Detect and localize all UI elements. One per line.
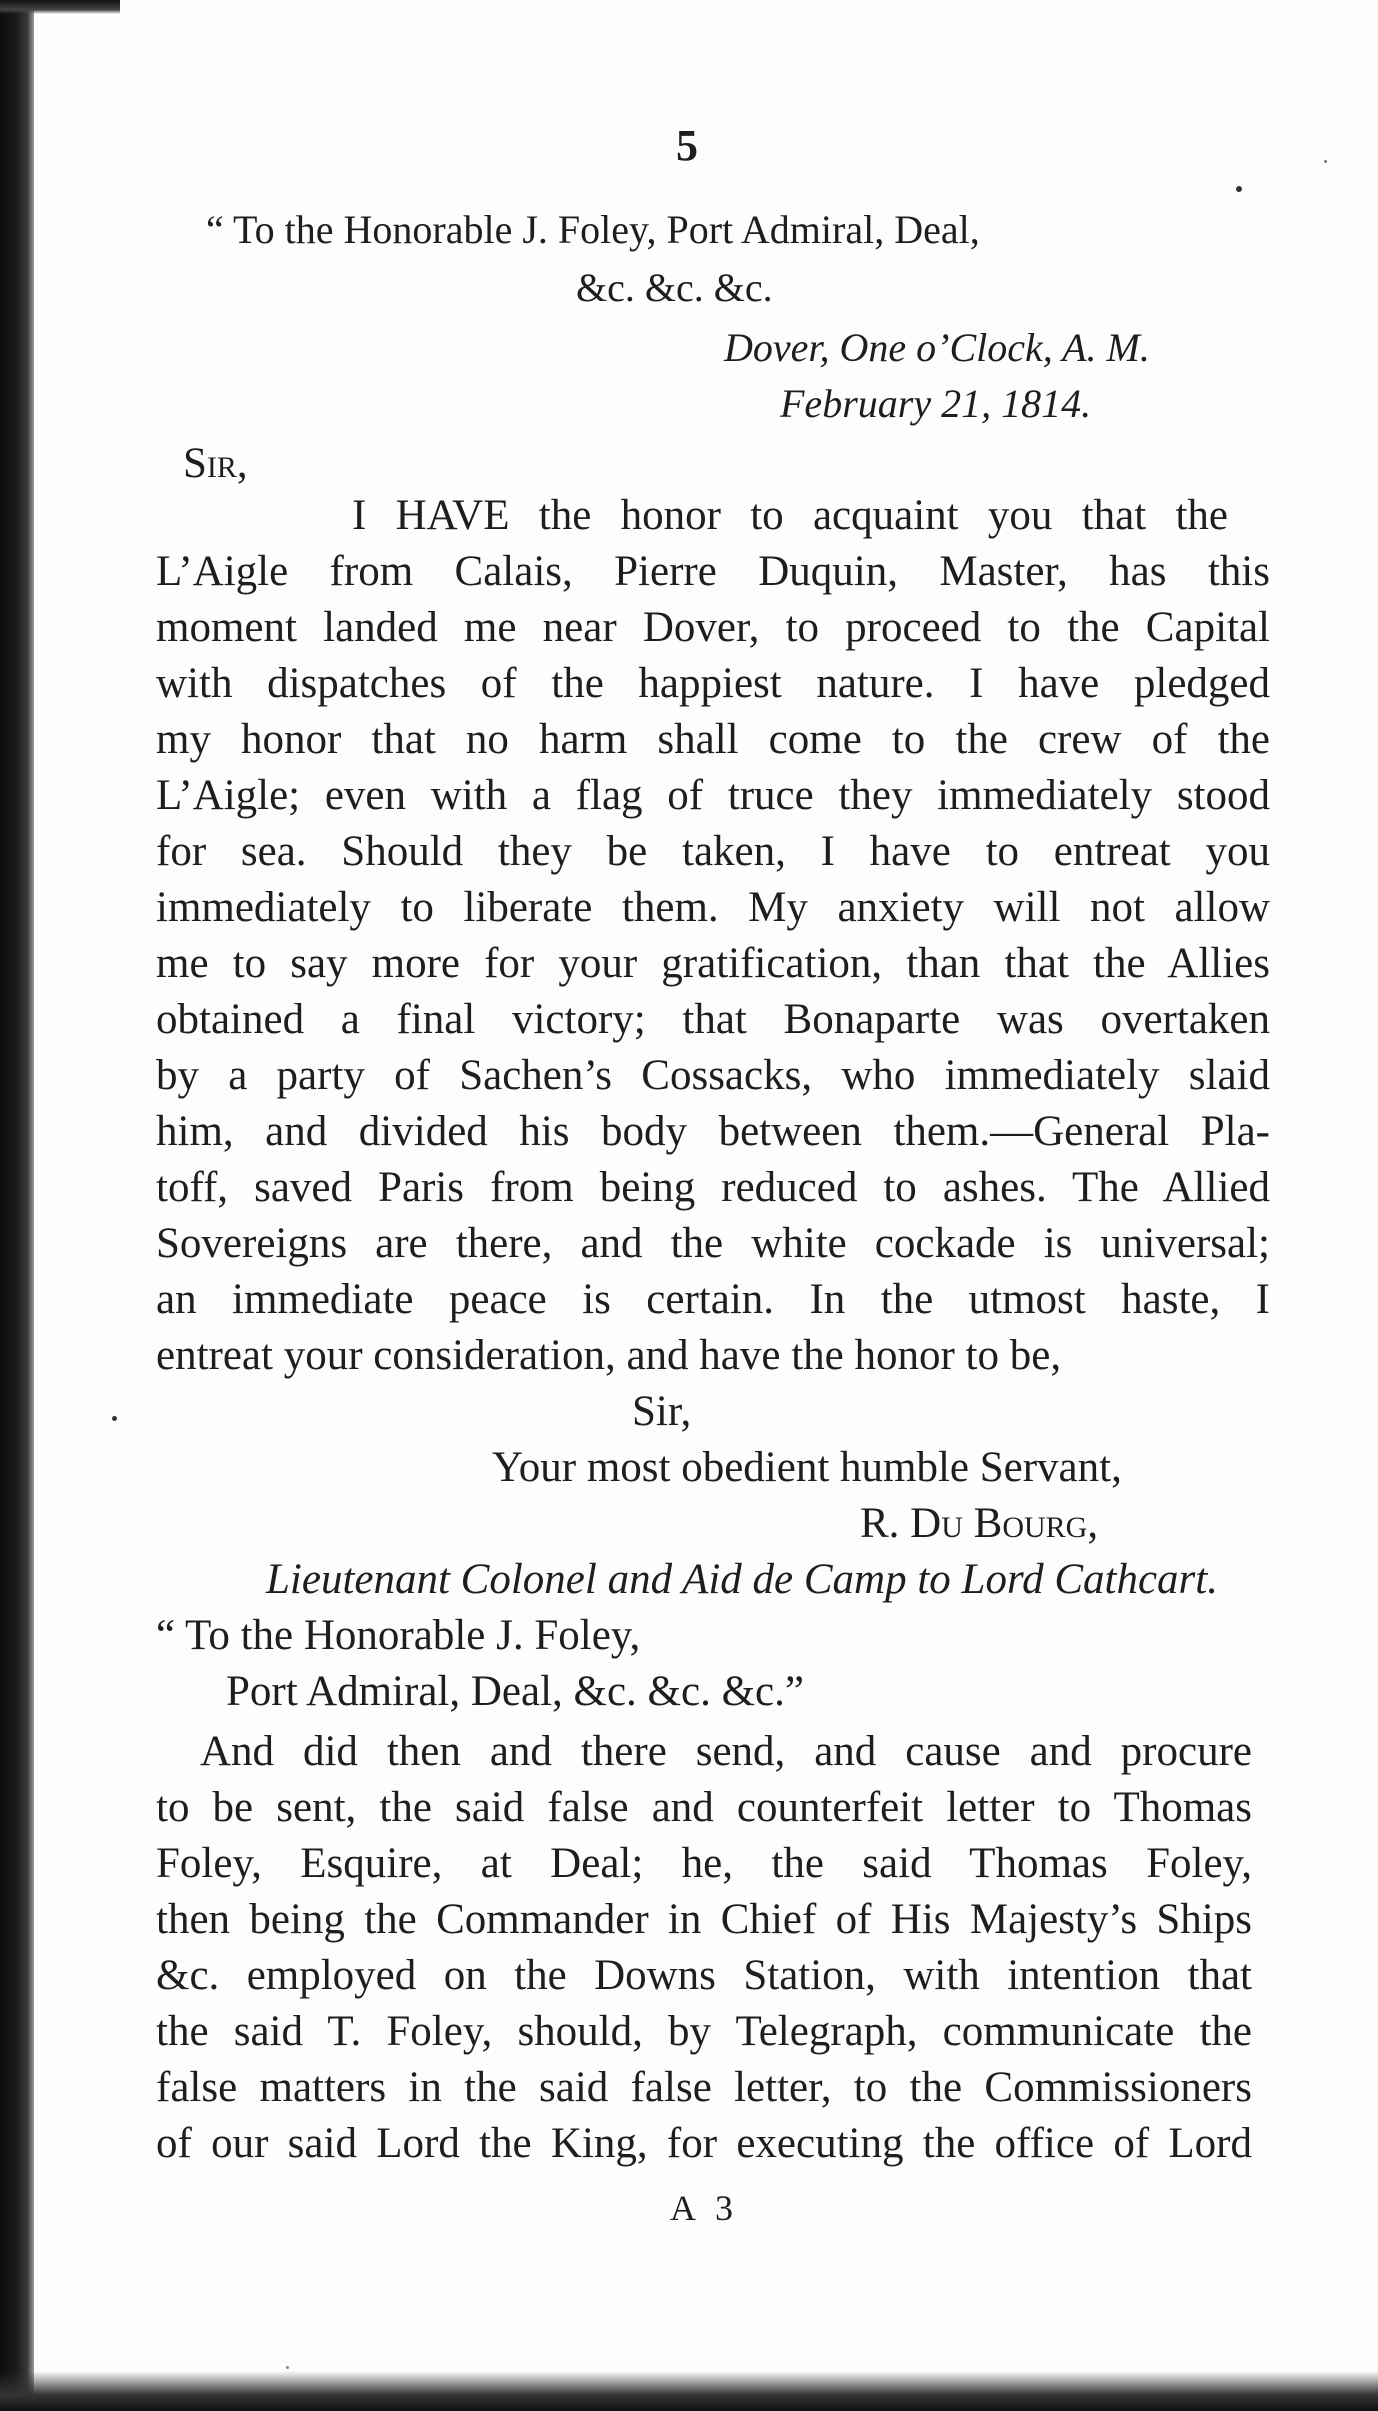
- page-top-edge: [0, 0, 120, 14]
- letter-body-line: L’Aigle from Calais, Pierre Duquin, Master, has this: [156, 548, 1270, 595]
- letter-signatory-title: Lieutenant Colonel and Aid de Camp to Lord Cathcart.: [266, 1556, 1218, 1603]
- letter-closing-sir: Sir,: [632, 1388, 692, 1435]
- page-bottom-edge: [0, 2371, 1378, 2411]
- narrative-line: then being the Commander in Chief of His Majesty’s Ships: [156, 1896, 1252, 1943]
- ink-speck: [1236, 186, 1242, 192]
- letter-address-line-1: “ To the Honorable J. Foley, Port Admiral, Deal,: [206, 207, 980, 252]
- narrative-line: of our said Lord the King, for executing the office of Lord: [156, 2120, 1252, 2167]
- narrative-line: false matters in the said false letter, to the Commissioners: [156, 2064, 1252, 2111]
- letter-body-line: for sea. Should they be taken, I have to entreat you: [156, 828, 1270, 875]
- letter-body-line: me to say more for your gratification, than that the Allies: [156, 940, 1270, 987]
- letter-place-time: Dover, One o’Clock, A. M.: [724, 325, 1150, 370]
- letter-body-line: toff, saved Paris from being reduced to ashes. The Allied: [156, 1164, 1270, 1211]
- narrative-line: the said T. Foley, should, by Telegraph, communicate the: [156, 2008, 1252, 2055]
- letter-body-line: L’Aigle; even with a flag of truce they immediately stood: [156, 772, 1270, 819]
- ink-speck: [112, 1416, 117, 1421]
- letter-body-line: entreat your consideration, and have the honor to be,: [156, 1332, 1062, 1379]
- letter-body-line: by a party of Sachen’s Cossacks, who immediately slaid: [156, 1052, 1270, 1099]
- letter-body-line: I HAVE the honor to acquaint you that the: [352, 492, 1228, 539]
- letter-salutation: Sir,: [183, 440, 248, 487]
- letter-body-line: with dispatches of the happiest nature. I have pledged: [156, 660, 1270, 707]
- ink-speck: [1324, 160, 1327, 163]
- letter-body-line: Sovereigns are there, and the white cockade is universal;: [156, 1220, 1270, 1267]
- ink-speck: [286, 2366, 289, 2369]
- letter-date: February 21, 1814.: [780, 381, 1092, 426]
- narrative-line: to be sent, the said false and counterfeit letter to Thomas: [156, 1784, 1252, 1831]
- letter-closing: Your most obedient humble Servant,: [492, 1444, 1122, 1491]
- letter-signature: R. Du Bourg,: [860, 1500, 1099, 1547]
- letter-body-line: my honor that no harm shall come to the crew of the: [156, 716, 1270, 763]
- page-number: 5: [676, 121, 698, 170]
- printer-signature-mark: A 3: [670, 2188, 740, 2228]
- letter-body-line: him, and divided his body between them.—General Pla-: [156, 1108, 1270, 1155]
- letter-endorsement-line-2: Port Admiral, Deal, &c. &c. &c.”: [226, 1668, 804, 1715]
- narrative-line: And did then and there send, and cause and procure: [200, 1728, 1252, 1775]
- letter-endorsement-line-1: “ To the Honorable J. Foley,: [156, 1612, 641, 1659]
- letter-address-line-2: &c. &c. &c.: [576, 265, 773, 310]
- page-binding-edge: [0, 0, 34, 2411]
- letter-body-line: moment landed me near Dover, to proceed to the Capital: [156, 604, 1270, 651]
- letter-body-line: obtained a final victory; that Bonaparte was overtaken: [156, 996, 1270, 1043]
- narrative-line: &c. employed on the Downs Station, with intention that: [156, 1952, 1252, 1999]
- letter-body-line: an immediate peace is certain. In the utmost haste, I: [156, 1276, 1270, 1323]
- letter-body-line: immediately to liberate them. My anxiety will not allow: [156, 884, 1270, 931]
- narrative-line: Foley, Esquire, at Deal; he, the said Thomas Foley,: [156, 1840, 1252, 1887]
